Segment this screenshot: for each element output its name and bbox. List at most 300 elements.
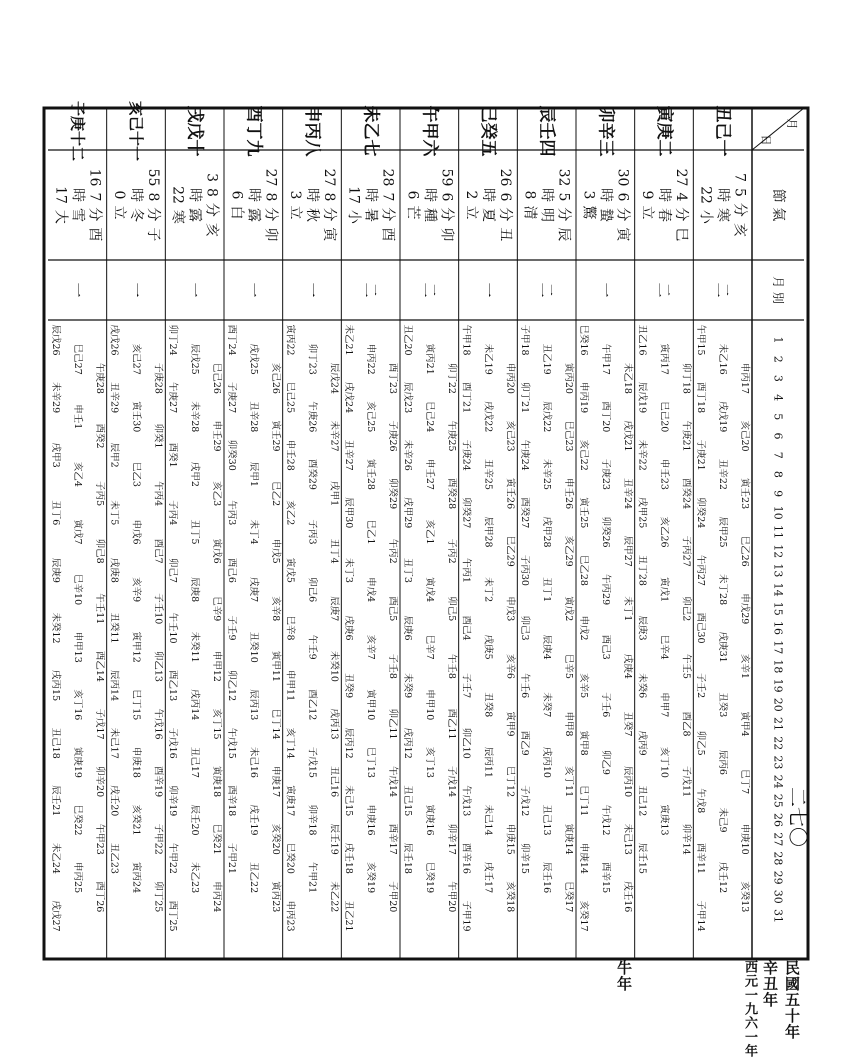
- day-number-label: 28: [771, 851, 785, 866]
- day-ganzhi-entry: 巳丁14: [269, 708, 281, 740]
- day-ganzhi-entry: 午戊16: [152, 708, 164, 740]
- day-number-label: 9: [771, 490, 785, 498]
- solar-term-line: [656, 188, 673, 222]
- day-ganzhi-entry: 卯己5: [445, 596, 457, 622]
- day-ganzhi-entry: 丑乙23: [108, 842, 120, 874]
- solar-term-line: [438, 169, 454, 242]
- day-ganzhi-entry: 酉辛11: [695, 842, 707, 874]
- day-ganzhi-entry: 亥丁16: [71, 689, 83, 721]
- day-ganzhi-entry: 未己15: [343, 785, 355, 817]
- day-ganzhi-entry: 戌丙12: [401, 727, 413, 759]
- day-ganzhi-entry: 戌壬20: [108, 785, 120, 817]
- day-ganzhi-entry: 亥辛6: [504, 653, 516, 679]
- solar-term-part: 分: [731, 202, 748, 217]
- day-ganzhi-entry: 卯己2: [680, 596, 692, 622]
- day-ganzhi-entry: 卯乙5: [695, 730, 707, 756]
- day-ganzhi-entry: 寅戊4: [423, 577, 435, 603]
- solar-term-part: 9: [639, 190, 655, 200]
- solar-term-part: 雪: [69, 208, 86, 222]
- day-ganzhi-entry: 午甲17: [599, 343, 611, 375]
- day-ganzhi-entry: 寅甲11: [269, 650, 281, 682]
- day-ganzhi-entry: 申戊2: [577, 615, 589, 641]
- day-ganzhi-entry: 寅戊7: [71, 519, 83, 545]
- day-ganzhi-entry: 亥癸20: [269, 823, 281, 855]
- solar-term-part: 分: [438, 207, 455, 222]
- solar-term-line: [170, 186, 186, 224]
- day-ganzhi-entry: 申壬28: [284, 439, 296, 471]
- corner-day-label: 日: [759, 134, 773, 146]
- day-ganzhi-entry: 戌戊24: [343, 382, 355, 414]
- day-ganzhi-entry: 丑乙21: [343, 900, 355, 932]
- day-ganzhi-entry: 午戊14: [387, 766, 399, 798]
- solar-term-line: [715, 188, 732, 222]
- solar-term-part: 6: [228, 190, 245, 200]
- day-ganzhi-entry: 戌甲2: [189, 461, 201, 487]
- day-ganzhi-entry: 寅戊1: [658, 577, 670, 603]
- day-ganzhi-entry: 丑丁5: [189, 519, 201, 545]
- day-ganzhi-entry: 寅戊6: [211, 538, 223, 564]
- solar-term-part: 6: [614, 192, 631, 202]
- solar-term-part: 明: [538, 208, 555, 222]
- day-ganzhi-entry: 戌庚6: [343, 615, 355, 641]
- day-ganzhi-entry: 巳乙1: [365, 519, 377, 545]
- solar-term-part: 酉: [379, 227, 396, 242]
- day-ganzhi-entry: 戌壬12: [717, 862, 729, 894]
- day-ganzhi-entry: 巳丁13: [365, 746, 377, 778]
- day-ganzhi-entry: 午丙27: [695, 554, 707, 586]
- day-ganzhi-entry: 亥己20: [739, 420, 751, 452]
- day-number-label: 29: [771, 870, 785, 885]
- day-ganzhi-entry: 未丁2: [482, 577, 494, 603]
- day-ganzhi-entry: 申甲11: [284, 670, 296, 702]
- day-ganzhi-entry: 申庚15: [504, 823, 516, 855]
- day-ganzhi-entry: 未癸9: [401, 673, 413, 699]
- day-number-label: 2: [771, 355, 785, 363]
- month-header: 戌戊十: [184, 105, 205, 157]
- day-ganzhi-entry: 申丙25: [71, 862, 83, 894]
- day-ganzhi-entry: 申丙24: [211, 881, 223, 913]
- solar-term-part: 時: [421, 188, 438, 202]
- corner-month-label: 月: [785, 118, 799, 130]
- day-ganzhi-entry: 巳辛10: [71, 574, 83, 606]
- day-ganzhi-entry: 申戊4: [365, 577, 377, 603]
- day-ganzhi-entry: 酉乙11: [445, 708, 457, 740]
- day-ganzhi-entry: 丑丁6: [49, 500, 61, 526]
- month-size-row-label: 月 別: [771, 276, 785, 304]
- day-ganzhi-entry: 未癸12: [49, 612, 61, 644]
- day-ganzhi-entry: 午甲20: [445, 881, 457, 913]
- solar-term-part: 寅: [614, 227, 631, 242]
- solar-term-part: 立: [463, 205, 479, 220]
- solar-term-part: 時: [480, 188, 496, 202]
- solar-term-part: 分: [555, 207, 572, 222]
- day-ganzhi-entry: 酉辛16: [460, 842, 472, 874]
- day-ganzhi-entry: 子甲14: [695, 900, 707, 932]
- day-ganzhi-entry: 丑乙20: [401, 324, 413, 356]
- solar-term-part: 3: [287, 190, 303, 200]
- day-ganzhi-entry: 酉癸2: [93, 423, 105, 449]
- day-ganzhi-entry: 酉乙8: [680, 711, 692, 737]
- solar-term-part: 16: [86, 168, 103, 187]
- day-ganzhi-entry: 丑辛28: [247, 401, 259, 433]
- solar-term-part: 立: [287, 205, 303, 220]
- solar-term-part: 8: [521, 190, 538, 200]
- day-ganzhi-entry: 辰丙11: [482, 746, 494, 778]
- day-ganzhi-entry: 丑癸9: [343, 673, 355, 699]
- solar-term-part: 時: [538, 188, 555, 202]
- day-ganzhi-entry: 申壬26: [563, 478, 575, 510]
- solar-term-line: [245, 188, 262, 222]
- solar-term-part: 分: [673, 207, 689, 222]
- day-ganzhi-entry: 未己16: [247, 746, 259, 778]
- day-ganzhi-entry: 子庚23: [599, 458, 611, 490]
- day-ganzhi-entry: 戌庚4: [621, 653, 633, 679]
- day-ganzhi-entry: 戌戊26: [108, 324, 120, 356]
- day-ganzhi-entry: 戌丙14: [189, 689, 201, 721]
- solar-term-part: 時: [304, 188, 320, 202]
- day-ganzhi-entry: 卯乙9: [599, 749, 611, 775]
- solar-term-line: [380, 169, 396, 242]
- day-ganzhi-entry: 亥己26: [269, 362, 281, 394]
- month-header: 丑己一: [712, 105, 733, 157]
- solar-term-part: 6: [497, 192, 513, 202]
- day-number-label: 5: [771, 413, 785, 421]
- solar-term-part: 時: [128, 188, 144, 202]
- day-ganzhi-entry: 亥丁14: [284, 727, 296, 759]
- day-ganzhi-entry: 巳乙26: [739, 535, 751, 567]
- day-ganzhi-entry: 申戊5: [269, 538, 281, 564]
- day-ganzhi-entry: 辰丙12: [343, 727, 355, 759]
- month-header: 未乙七: [360, 105, 381, 157]
- solar-term-part: 分: [145, 207, 161, 222]
- solar-term-part: 55: [145, 168, 161, 187]
- day-ganzhi-entry: 亥乙3: [211, 481, 223, 507]
- day-number-label: 6: [771, 432, 785, 440]
- day-ganzhi-entry: 未丁1: [621, 596, 633, 622]
- day-number-label: 22: [771, 736, 785, 751]
- day-ganzhi-entry: 未己13: [621, 823, 633, 855]
- solar-term-part: 時: [245, 188, 262, 203]
- day-ganzhi-entry: 寅甲12: [130, 631, 142, 663]
- solar-term-part: 露: [186, 208, 203, 222]
- day-ganzhi-entry: 午丙4: [152, 481, 164, 507]
- day-ganzhi-entry: 戌戊22: [482, 401, 494, 433]
- day-ganzhi-entry: 寅丙17: [658, 343, 670, 375]
- day-ganzhi-entry: 卯癸26: [599, 516, 611, 548]
- day-ganzhi-entry: 戌壬17: [482, 862, 494, 894]
- day-ganzhi-entry: 辰壬21: [49, 785, 61, 817]
- day-ganzhi-entry: 未癸7: [541, 692, 553, 718]
- day-ganzhi-entry: 辰壬18: [401, 842, 413, 874]
- day-ganzhi-entry: 丑辛25: [482, 458, 494, 490]
- day-ganzhi-entry: 子壬8: [387, 653, 399, 679]
- day-ganzhi-entry: 午戊12: [599, 804, 611, 836]
- day-ganzhi-entry: 申壬23: [658, 458, 670, 490]
- day-ganzhi-entry: 午壬5: [680, 653, 692, 679]
- day-number-label: 17: [771, 640, 785, 655]
- day-number-label: 14: [771, 582, 785, 597]
- day-ganzhi-entry: 戌甲29: [401, 497, 413, 529]
- day-number-label: 21: [771, 717, 785, 731]
- day-ganzhi-entry: 申丙22: [365, 343, 377, 375]
- day-ganzhi-entry: 未辛26: [401, 439, 413, 471]
- day-ganzhi-entry: 酉丁24: [225, 324, 237, 356]
- day-ganzhi-entry: 申庚18: [130, 746, 142, 778]
- day-number-label: 10: [771, 505, 785, 520]
- zodiac-note: 牛年: [615, 960, 633, 992]
- day-ganzhi-entry: 辰庚4: [541, 634, 553, 660]
- day-ganzhi-entry: 丑己15: [401, 785, 413, 817]
- day-ganzhi-entry: 寅甲9: [504, 711, 516, 737]
- day-ganzhi-entry: 酉己4: [460, 615, 472, 641]
- solar-term-line: [86, 169, 102, 242]
- day-number-label: 20: [771, 697, 785, 712]
- solar-term-part: 酉: [86, 227, 103, 242]
- solar-term-line: [187, 188, 204, 222]
- day-ganzhi-entry: 戌甲25: [636, 497, 648, 529]
- month-size-mark: 一: [303, 282, 321, 298]
- day-ganzhi-entry: 未乙24: [49, 842, 61, 874]
- day-ganzhi-entry: 午庚24: [519, 439, 531, 471]
- solar-term-part: 22: [697, 186, 714, 204]
- day-ganzhi-entry: 亥辛1: [739, 653, 751, 679]
- solar-term-line: [287, 191, 303, 220]
- day-ganzhi-entry: 寅庚16: [423, 804, 435, 836]
- day-ganzhi-entry: 丑丁4: [328, 538, 340, 564]
- day-ganzhi-entry: 亥乙29: [563, 535, 575, 567]
- day-ganzhi-entry: 丑己13: [541, 804, 553, 836]
- day-ganzhi-entry: 戌庚31: [717, 631, 729, 663]
- day-ganzhi-entry: 申壬29: [211, 420, 223, 452]
- day-ganzhi-entry: 卯辛17: [445, 823, 457, 855]
- day-ganzhi-entry: 午丙1: [460, 557, 472, 583]
- day-ganzhi-entry: 辰戊25: [189, 343, 201, 375]
- day-ganzhi-entry: 戌丙15: [49, 670, 61, 702]
- day-number-label: 18: [771, 659, 785, 674]
- day-ganzhi-entry: 子戊12: [519, 785, 531, 817]
- solar-term-part: 7: [86, 192, 103, 202]
- day-ganzhi-entry: 申甲13: [71, 631, 83, 663]
- day-ganzhi-entry: 丑辛27: [343, 439, 355, 471]
- day-ganzhi-entry: 辰丙10: [621, 766, 633, 798]
- day-ganzhi-entry: 酉丁25: [167, 900, 179, 932]
- solar-term-part: 小: [345, 209, 362, 224]
- day-ganzhi-entry: 子丙3: [306, 519, 318, 545]
- day-ganzhi-entry: 午甲15: [695, 324, 707, 356]
- day-ganzhi-entry: 寅甲4: [739, 711, 751, 737]
- day-ganzhi-entry: 巳癸22: [71, 804, 83, 836]
- day-ganzhi-entry: 巳己25: [284, 382, 296, 414]
- solar-term-part: 5: [555, 192, 572, 202]
- day-ganzhi-entry: 丑己17: [189, 746, 201, 778]
- day-ganzhi-entry: 申壬27: [423, 458, 435, 490]
- day-ganzhi-entry: 子壬6: [599, 692, 611, 718]
- day-ganzhi-entry: 午甲23: [93, 823, 105, 855]
- day-ganzhi-entry: 巳己23: [563, 420, 575, 452]
- day-ganzhi-entry: 亥辛9: [130, 577, 142, 603]
- solar-term-part: 冬: [128, 208, 144, 222]
- day-ganzhi-entry: 寅壬23: [739, 478, 751, 510]
- solar-term-part: 分: [379, 207, 396, 222]
- day-ganzhi-entry: 戌丙9: [636, 730, 648, 756]
- day-ganzhi-entry: 巳乙2: [269, 481, 281, 507]
- ganzhi-year-note: 辛丑年: [761, 960, 779, 1008]
- day-ganzhi-entry: 寅庚13: [658, 804, 670, 836]
- day-ganzhi-entry: 寅庚19: [71, 746, 83, 778]
- solar-term-part: 6: [438, 192, 455, 202]
- day-ganzhi-entry: 酉癸1: [167, 442, 179, 468]
- day-ganzhi-entry: 巳辛5: [563, 653, 575, 679]
- day-ganzhi-entry: 辰戊26: [49, 324, 61, 356]
- day-ganzhi-entry: 未辛25: [541, 458, 553, 490]
- day-ganzhi-entry: 酉丁26: [93, 881, 105, 913]
- day-ganzhi-entry: 亥丁13: [423, 746, 435, 778]
- day-ganzhi-entry: 亥辛7: [365, 634, 377, 660]
- day-ganzhi-entry: 辰丙6: [717, 749, 729, 775]
- solar-term-part: 59: [438, 168, 455, 187]
- day-ganzhi-entry: 卯癸29: [387, 478, 399, 510]
- day-ganzhi-entry: 卯乙12: [225, 670, 237, 702]
- solar-term-part: 4: [673, 192, 689, 202]
- day-number-label: 12: [771, 544, 785, 559]
- day-ganzhi-entry: 子戊15: [306, 746, 318, 778]
- day-ganzhi-entry: 酉乙12: [306, 689, 318, 721]
- day-ganzhi-entry: 巳癸21: [211, 823, 223, 855]
- solar-term-line: [321, 169, 337, 243]
- day-ganzhi-entry: 戌戊19: [717, 401, 729, 433]
- day-ganzhi-entry: 未丁5: [108, 500, 120, 526]
- day-ganzhi-entry: 巳己27: [71, 343, 83, 375]
- day-ganzhi-entry: 子戊14: [445, 766, 457, 798]
- day-number-label: 3: [771, 374, 785, 382]
- day-ganzhi-entry: 寅丙21: [423, 343, 435, 375]
- day-ganzhi-entry: 丑丁1: [541, 577, 553, 603]
- day-ganzhi-entry: 子丙4: [167, 500, 179, 526]
- day-ganzhi-entry: 卯辛14: [680, 823, 692, 855]
- day-ganzhi-entry: 午壬8: [445, 653, 457, 679]
- day-ganzhi-entry: 寅庚14: [563, 823, 575, 855]
- solar-term-part: 3: [580, 190, 597, 200]
- day-ganzhi-entry: 寅甲8: [577, 730, 589, 756]
- solar-term-line: [463, 191, 479, 220]
- solar-term-line: [497, 169, 513, 242]
- day-number-label: 19: [771, 678, 785, 693]
- day-ganzhi-entry: 巳癸19: [423, 862, 435, 894]
- day-ganzhi-entry: 卯癸30: [225, 439, 237, 471]
- solar-term-line: [597, 188, 614, 222]
- day-ganzhi-entry: 巳癸17: [563, 881, 575, 913]
- day-ganzhi-entry: 子庚27: [225, 382, 237, 414]
- solar-term-line: [145, 169, 161, 242]
- day-ganzhi-entry: 酉癸29: [306, 458, 318, 490]
- era-note: 民國五十年: [783, 960, 801, 1040]
- day-ganzhi-entry: 子壬7: [460, 673, 472, 699]
- day-ganzhi-entry: 辰庚9: [49, 557, 61, 583]
- day-ganzhi-entry: 丑丁28: [636, 554, 648, 586]
- day-ganzhi-entry: 酉己7: [152, 538, 164, 564]
- day-ganzhi-entry: 亥己25: [365, 401, 377, 433]
- day-ganzhi-entry: 申甲12: [211, 650, 223, 682]
- day-ganzhi-entry: 巳丁12: [504, 766, 516, 798]
- day-ganzhi-entry: 戌壬18: [343, 842, 355, 874]
- month-size-mark: 二: [537, 282, 556, 298]
- day-ganzhi-entry: 午丙3: [225, 500, 237, 526]
- solar-term-line: [111, 191, 127, 220]
- day-ganzhi-entry: 辰甲25: [717, 516, 729, 548]
- day-ganzhi-entry: 酉辛19: [152, 766, 164, 798]
- day-ganzhi-entry: 申戊3: [504, 596, 516, 622]
- solar-term-part: 8: [262, 192, 279, 202]
- solar-term-part: 立: [111, 205, 127, 220]
- day-ganzhi-entry: 卯乙11: [387, 708, 399, 740]
- day-ganzhi-entry: 申壬1: [71, 404, 83, 430]
- month-header: 子庚十二: [68, 100, 87, 162]
- day-ganzhi-entry: 未辛29: [49, 382, 61, 414]
- day-ganzhi-entry: 卯己8: [93, 538, 105, 564]
- solar-term-part: 分: [203, 202, 220, 217]
- solar-term-part: 時: [597, 188, 614, 202]
- day-ganzhi-entry: 午戊15: [225, 727, 237, 759]
- day-ganzhi-entry: 巳辛9: [211, 596, 223, 622]
- day-ganzhi-entry: 酉己5: [387, 596, 399, 622]
- day-number-label: 1: [771, 336, 785, 344]
- day-number-label: 26: [771, 813, 785, 827]
- day-ganzhi-entry: 丑辛29: [108, 382, 120, 414]
- day-ganzhi-entry: 寅壬30: [130, 401, 142, 433]
- day-ganzhi-entry: 卯丁21: [519, 382, 531, 414]
- day-ganzhi-entry: 戌庚7: [247, 577, 259, 603]
- day-ganzhi-entry: 巳丁15: [130, 689, 142, 721]
- day-ganzhi-entry: 丑己18: [49, 727, 61, 759]
- solar-term-part: 蟄: [597, 208, 614, 222]
- day-ganzhi-entry: 亥丁11: [563, 766, 575, 798]
- solar-term-part: 27: [673, 168, 689, 187]
- day-ganzhi-entry: 酉己3: [599, 634, 611, 660]
- solar-term-part: 清: [521, 205, 538, 220]
- solar-term-part: 17: [52, 186, 69, 204]
- day-ganzhi-entry: 未乙16: [717, 343, 729, 375]
- day-ganzhi-entry: 辰戊24: [328, 362, 340, 394]
- day-ganzhi-entry: 子壬9: [225, 615, 237, 641]
- solar-term-part: 27: [262, 168, 279, 187]
- day-number-label: 27: [771, 832, 785, 847]
- solar-term-part: 分: [497, 207, 513, 222]
- day-ganzhi-entry: 巳辛7: [423, 634, 435, 660]
- day-ganzhi-entry: 丑癸3: [717, 692, 729, 718]
- month-header: 辰壬四: [536, 105, 557, 157]
- solar-term-line: [522, 191, 538, 220]
- day-ganzhi-entry: 戌庚8: [108, 557, 120, 583]
- solar-term-part: 分: [321, 207, 337, 222]
- day-ganzhi-entry: 亥己22: [577, 439, 589, 471]
- day-ganzhi-entry: 亥乙4: [71, 461, 83, 487]
- day-ganzhi-entry: 寅庚18: [211, 766, 223, 798]
- day-ganzhi-entry: 子丙5: [93, 481, 105, 507]
- day-ganzhi-entry: 子甲20: [387, 881, 399, 913]
- solar-term-line: [228, 191, 244, 220]
- month-size-mark: 一: [596, 282, 615, 298]
- day-ganzhi-entry: 亥乙2: [284, 500, 296, 526]
- solar-term-part: 3: [203, 173, 220, 182]
- solar-term-part: 時: [69, 188, 86, 202]
- day-ganzhi-entry: 未乙19: [482, 343, 494, 375]
- solar-term-part: 26: [497, 168, 513, 187]
- day-number-label: 16: [771, 621, 785, 635]
- month-size-mark: 一: [479, 282, 497, 298]
- solar-term-part: 大: [52, 209, 69, 224]
- day-ganzhi-entry: 丑癸10: [247, 631, 259, 663]
- solar-term-line: [539, 188, 556, 222]
